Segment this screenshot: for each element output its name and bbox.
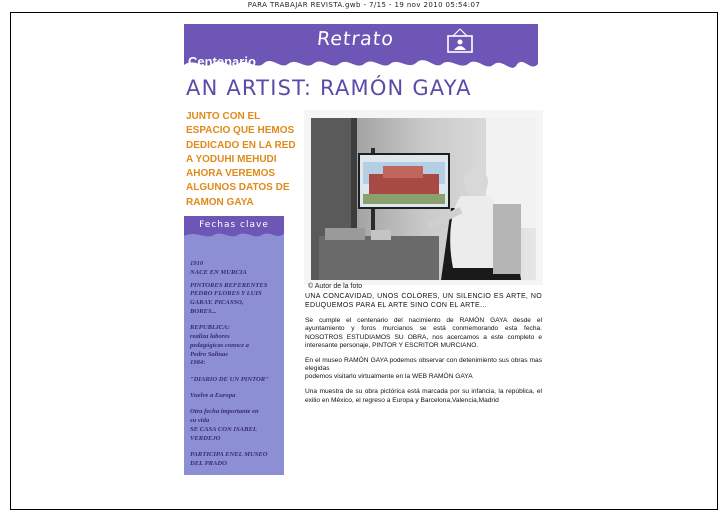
photo-caption: © Autor de la foto [308, 283, 363, 290]
fecha-line: SE CASA CON ISABEL [190, 425, 257, 433]
article-body [305, 292, 542, 411]
fecha-entry [190, 324, 282, 368]
fecha-entry [190, 376, 282, 385]
fecha-entry [190, 260, 282, 278]
intro-line: ESPACIO QUE HEMOS [186, 125, 295, 137]
retrato-label: Retrato [315, 28, 396, 50]
picture-frame-icon [442, 28, 478, 54]
fecha-entry [190, 392, 282, 401]
fecha-entry [190, 282, 282, 317]
intro-line: RAMON GAYA [186, 196, 254, 208]
intro-line: DEDICADO EN LA RED [186, 139, 296, 151]
article-sentence: En el museo RAMÓN GAYA podemos observar con detenimiento sus obras mas elegidas [305, 356, 542, 373]
fecha-line: 1910 [190, 260, 204, 267]
intro-text [186, 110, 298, 210]
fechas-clave-label: Fechas clave [199, 220, 269, 230]
fecha-entry [190, 451, 282, 469]
fecha-line: VERDEJO [190, 434, 221, 442]
fecha-line: NACE EN MURCIA [190, 268, 247, 276]
artist-photo [304, 110, 543, 285]
fechas-clave-tab [184, 216, 284, 240]
fecha-line: DEL PRADO [190, 459, 227, 467]
intro-line: JUNTO CON EL [186, 111, 261, 122]
fecha-line: 1984: [190, 359, 206, 367]
article-paragraph [305, 357, 542, 382]
fecha-line: GARAY. PICASSO, [190, 299, 244, 307]
document-header: PARA TRABAJAR REVISTA.gwb - 7/15 - 19 nov 2010 05:54:07 [247, 1, 481, 9]
article-sentence: podemos visitarlo virtualmente en la WEB RAMÓN GAYA [305, 373, 473, 381]
fecha-line: PEDRO FLORES Y LUIS [190, 290, 262, 298]
fecha-line: PARTICIPA ENEL MUSEO [190, 451, 268, 459]
article-paragraph: Una muestra de su obra pictórica está marcada por su infancia, la república, el exilio en México, el regreso a Europa y Barcelona,Valencia,Madrid [305, 388, 542, 404]
intro-line: A YODUHI MEHUDI [186, 153, 277, 165]
article-paragraph: Se cumple el centenario del nacimiento de RAMÓN GAYA desde el ayuntamiento y foros murcianos se está conmemorando esta fecha. NOSOTROS ESTUDIAMOS SU OBRA, nos acercamos a este completo e interesante personaje, PINTOR Y ESCRITOR MURCIANO. [305, 317, 542, 349]
centenario-label: Centenario [188, 54, 256, 69]
article-lead: UNA CONCAVIDAD, UNOS COLORES, UN SILENCIO ES ARTE, NO EDUQUEMOS PARA EL ARTE SINO CON EL ARTE... [305, 293, 542, 309]
intro-line: ALGUNOS DATOS DE [186, 182, 290, 194]
fecha-line: "DIARIO DE UN PINTOR" [190, 375, 269, 383]
fecha-line: Otra fecha importante en [190, 408, 259, 416]
intro-line: AHORA VEREMOS [186, 168, 276, 180]
fecha-line: Pedro Salinas [190, 350, 228, 358]
fecha-line: BORES... [190, 307, 217, 315]
fecha-line: pedagógicas conoce a [190, 341, 249, 349]
fecha-entry [190, 408, 282, 443]
page-title: AN ARTIST: RAMÓN GAYA [186, 76, 472, 100]
fecha-line: su vida [190, 417, 210, 425]
fecha-line: Vuelve a Europa [190, 392, 236, 400]
fecha-line: realiza labores [190, 333, 230, 341]
fecha-line: PINTORES REFERENTES [190, 281, 268, 289]
fechas-list [190, 260, 282, 476]
fechas-clave-box [184, 216, 284, 475]
fecha-line: REPUBLICA: [190, 324, 230, 332]
